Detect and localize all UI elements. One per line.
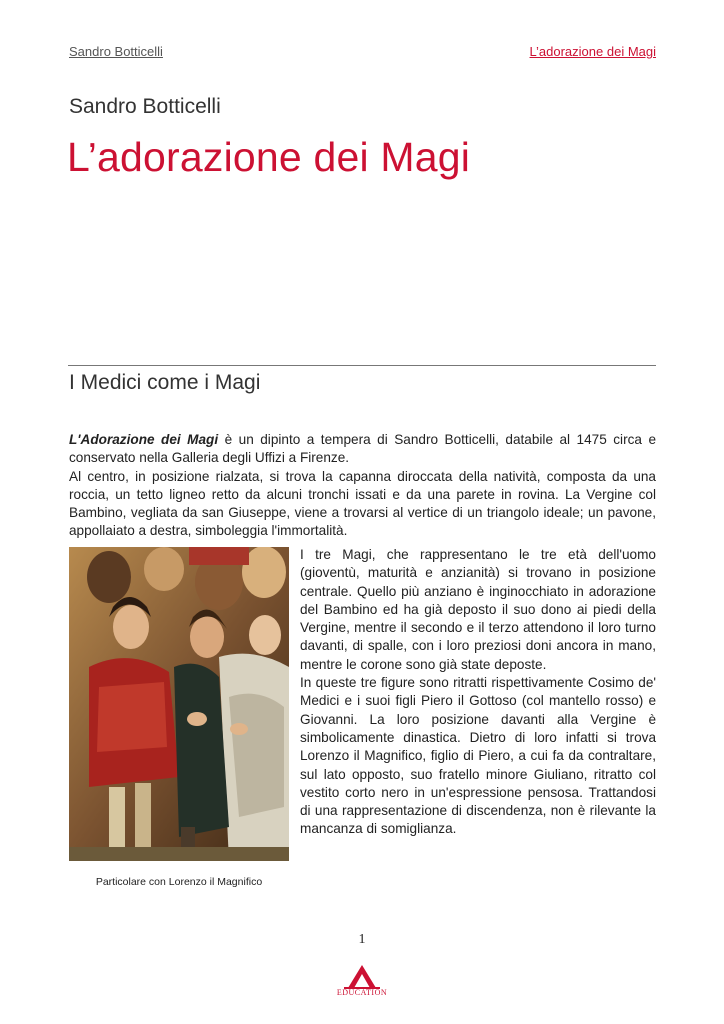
artwork-title: L'Adorazione dei Magi: [69, 432, 219, 447]
main-text: [300, 546, 656, 839]
section-heading: I Medici come i Magi: [69, 371, 261, 394]
section-divider: [68, 365, 656, 366]
intro-text: [69, 431, 656, 541]
document-title: L’adorazione dei Magi: [67, 134, 471, 180]
document-author: Sandro Botticelli: [69, 95, 221, 118]
intro-paragraph-2: Al centro, in posizione rialzata, si trova la capanna diroccata della natività, composta da una roccia, un tetto ligneo retto da alcuni tronchi issati e da una parete in rovina. La Vergine col Bambino, vegliata da san Giuseppe, viene a trovarsi al vertice di un triangolo ideale; un pavone, appollaiato a destra, simboleggia l'immortalità.: [69, 468, 656, 539]
header-title-link[interactable]: L’adorazione dei Magi: [529, 44, 656, 59]
header-author-link[interactable]: Sandro Botticelli: [69, 44, 163, 59]
magi-paragraph: I tre Magi, che rappresentano le tre età dell'uomo (gioventù, maturità e anzianità) si trovano in posizione centrale. Quello più anziano è inginocchiato in adorazione del Bambino ed ha già deposto il suo dono ai piedi della Vergine, mentre il secondo e il terzo attendono il loro turno davanti, di spalle, con i loro preziosi doni ancora in mano, mentre le corone sono già state deposte.: [300, 547, 656, 672]
intro-paragraph-1-text: è un dipinto a tempera di Sandro Botticelli, databile al 1475 circa e conservato nella Galleria degli Uffizi a Firenze.: [69, 432, 656, 466]
page-number: 1: [358, 932, 366, 947]
intro-paragraph-1: [69, 431, 656, 468]
painting-detail-image: [69, 547, 289, 861]
medici-paragraph: In queste tre figure sono ritratti rispettivamente Cosimo de' Medici e i suoi figli Piero il Gottoso (col mantello rosso) e Giovanni. La loro posizione davanti alla Vergine è simbolicamente dinastica. Dietro di loro infatti si trova Lorenzo il Magnifico, figlio di Piero, a cui fa da contraltare, sul lato opposto, suo fratello minore Giuliano, ritratto col vestito corto nero in un'espressione pensosa. Trattandosi di una rappresentazione di discendenza, non è rilevante la mancanza di somiglianza.: [300, 675, 656, 837]
figure-caption: Particolare con Lorenzo il Magnifico: [95, 876, 263, 888]
publisher-logo-text: EDUCATION: [336, 988, 388, 997]
